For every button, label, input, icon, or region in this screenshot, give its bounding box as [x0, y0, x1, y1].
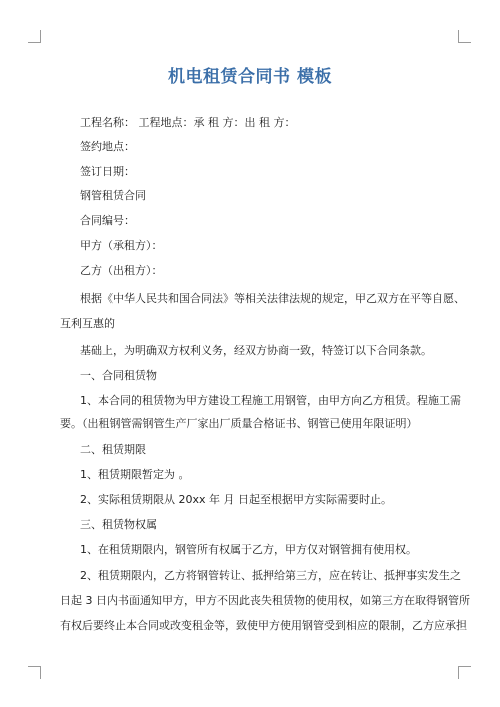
clause-line: 要。（出租钢管需钢管生产厂家出厂质量合格证书、钢管已使用年限证明）	[60, 417, 418, 430]
clause-line: 1、在租赁期限内，钢管所有权属于乙方，甲方仅对钢管拥有使用权。	[80, 543, 417, 556]
signing-place-line: 签约地点：	[80, 140, 135, 153]
preamble-line: 根据《中华人民共和国合同法》等相关法律法规的规定，甲乙双方在平等自愿、	[80, 292, 465, 305]
section-heading: 三、租赁物权属	[80, 518, 157, 531]
contract-subtitle: 钢管租赁合同	[80, 189, 146, 202]
section-heading: 一、合同租赁物	[80, 369, 157, 382]
party-a-line: 甲方（承租方）：	[80, 239, 163, 252]
crop-mark-top-right	[458, 30, 471, 43]
crop-mark-bottom-left	[28, 666, 41, 679]
crop-mark-bottom-right	[458, 666, 471, 679]
crop-mark-top-left	[28, 30, 41, 43]
clause-line: 有权后要终止本合同或改变租金等，致使甲方使用钢管受到相应的限制，乙方应承担	[60, 619, 467, 632]
contract-number-line: 合同编号：	[80, 214, 135, 227]
clause-line: 1、本合同的租赁物为甲方建设工程施工用钢管，由甲方向乙方租赁。程施工需	[80, 394, 461, 407]
preamble-line: 基础上，为明确双方权利义务，经双方协商一致，特签订以下合同条款。	[80, 344, 432, 357]
project-info-line: 工程名称： 工程地点：承 租 方：出 租 方：	[80, 116, 296, 129]
document-title: 机电租赁合同书 模板	[168, 67, 332, 87]
preamble-line: 互利互惠的	[60, 317, 115, 330]
signing-date-line: 签订日期：	[80, 165, 135, 178]
clause-line: 2、租赁期限内，乙方将钢管转让、抵押给第三方，应在转让、抵押事实发生之	[80, 569, 461, 582]
clause-line: 日起 3 日内书面通知甲方，甲方不因此丧失租赁物的使用权，如第三方在取得钢管所	[60, 594, 470, 607]
clause-line: 2、实际租赁期限从 20xx 年 月 日起至根据甲方实际需要时止。	[80, 493, 392, 506]
party-b-line: 乙方（出租方）：	[80, 264, 163, 277]
section-heading: 二、租赁期限	[80, 443, 146, 456]
clause-line: 1、租赁期限暂定为 。	[80, 468, 190, 481]
